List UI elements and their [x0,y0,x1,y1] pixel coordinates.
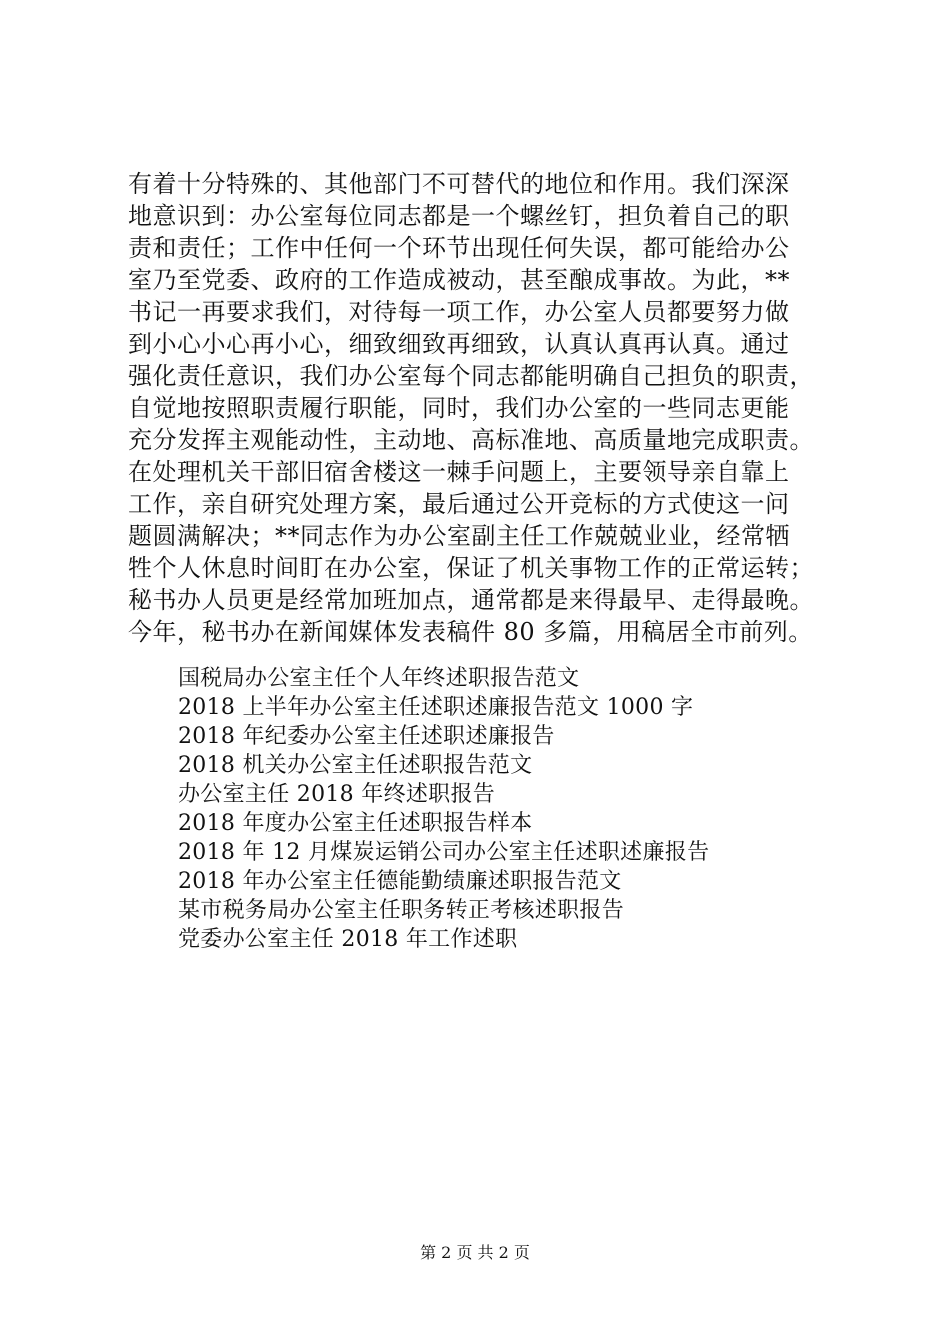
related-article-link[interactable]: 2018 上半年办公室主任述职述廉报告范文 1000 字 [178,695,694,720]
body-line: 强化责任意识，我们办公室每个同志都能明确自己担负的职责， [128,362,814,390]
body-line: 室乃至党委、政府的工作造成被动，甚至酿成事故。为此，** [128,266,790,294]
body-line: 在处理机关干部旧宿舍楼这一棘手问题上，主要领导亲自靠上 [128,458,790,486]
body-line: 到小心小心再小心，细致细致再细致，认真认真再认真。通过 [128,330,790,358]
related-article-link[interactable]: 国税局办公室主任个人年终述职报告范文 [178,666,580,691]
body-line: 地意识到：办公室每位同志都是一个螺丝钉，担负着自己的职 [128,202,790,230]
body-line: 工作，亲自研究处理方案，最后通过公开竞标的方式使这一问 [128,490,790,518]
related-article-link[interactable]: 2018 年 12 月煤炭运销公司办公室主任述职述廉报告 [178,840,710,865]
related-article-link[interactable]: 某市税务局办公室主任职务转正考核述职报告 [178,898,625,923]
related-article-link[interactable]: 党委办公室主任 2018 年工作述职 [178,927,518,952]
body-line: 书记一再要求我们，对待每一项工作，办公室人员都要努力做 [128,298,790,326]
body-line: 今年，秘书办在新闻媒体发表稿件 80 多篇，用稿居全市前列。 [128,618,813,646]
related-articles-list [178,664,818,954]
related-article-link[interactable]: 2018 年度办公室主任述职报告样本 [178,811,533,836]
body-line: 自觉地按照职责履行职能，同时，我们办公室的一些同志更能 [128,394,790,422]
body-line: 秘书办人员更是经常加班加点，通常都是来得最早、走得最晚。 [128,586,814,614]
body-line: 充分发挥主观能动性，主动地、高标准地、高质量地完成职责。 [128,426,814,454]
body-line: 有着十分特殊的、其他部门不可替代的地位和作用。我们深深 [128,170,790,198]
body-paragraph [128,168,840,648]
related-article-link[interactable]: 办公室主任 2018 年终述职报告 [178,782,496,807]
related-article-link[interactable]: 2018 年纪委办公室主任述职述廉报告 [178,724,555,749]
body-line: 责和责任；工作中任何一个环节出现任何失误，都可能给办公 [128,234,790,262]
body-line: 牲个人休息时间盯在办公室，保证了机关事物工作的正常运转； [128,554,814,582]
related-article-link[interactable]: 2018 机关办公室主任述职报告范文 [178,753,533,778]
related-article-link[interactable]: 2018 年办公室主任德能勤绩廉述职报告范文 [178,869,622,894]
body-line: 题圆满解决；**同志作为办公室副主任工作兢兢业业，经常牺 [128,522,790,550]
page-number-footer: 第 2 页 共 2 页 [420,1243,530,1262]
